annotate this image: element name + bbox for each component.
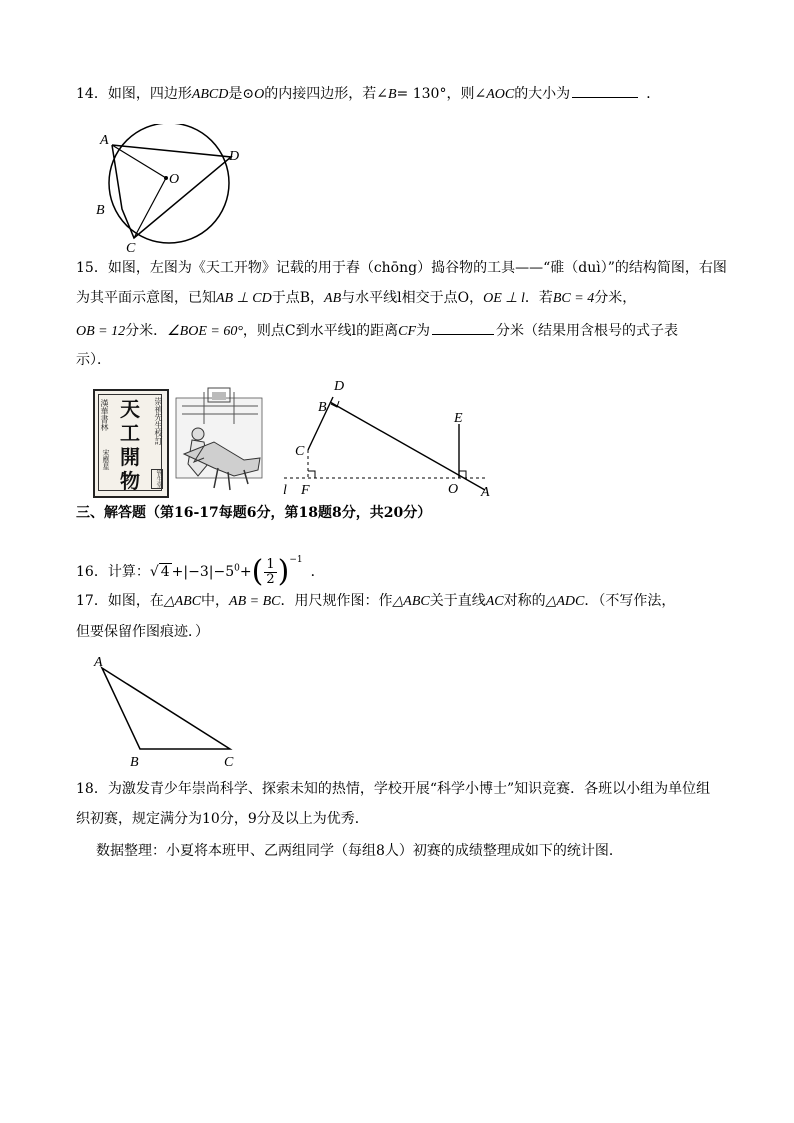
- q15-text-part: 分米．: [125, 323, 168, 339]
- q18-text-line3: 数据整理：小夏将本班甲、乙两组同学（每组8人）初赛的成绩整理成如下的统计图．: [96, 843, 623, 859]
- woodcut-illustration: [174, 384, 266, 500]
- q16-exp: −1: [289, 555, 303, 565]
- q18-text-line1: 18．为激发青少年崇尚科学、探索未知的热情，学校开展“科学小博士”知识竞赛．各班以小组为单位组: [76, 781, 711, 797]
- q15-text-part: 为其平面示意图，已知: [76, 290, 216, 306]
- q15-ob-eq: OB = 12: [76, 324, 126, 339]
- book-side-right: 崇禎先生校訂: [154, 397, 163, 445]
- q17-tri: △ABC: [163, 594, 202, 609]
- woodcut-svg: [174, 384, 266, 496]
- q14-circle-diagram: [90, 124, 260, 254]
- q15-text-part: ．若: [524, 290, 553, 306]
- q17-ab-eq-bc: AB = BC: [229, 594, 281, 609]
- label-c: C: [295, 444, 305, 459]
- q14-abcd: ABCD: [191, 87, 229, 102]
- q15-bc-eq: BC = 4: [552, 291, 595, 306]
- q17-text-line1: [76, 591, 675, 612]
- q14-text-part: 的内接四边形，若∠: [264, 86, 388, 102]
- q17-text-part: ．（不写作法，: [584, 593, 676, 609]
- q17-text-part: 对称的: [503, 593, 546, 609]
- q17-ac: AC: [485, 594, 504, 609]
- q15-ab: AB: [324, 291, 342, 306]
- q17-tri2: △ABC: [392, 594, 430, 609]
- q15-text-part: 分米，: [594, 290, 637, 306]
- q15-text-line3: [76, 320, 678, 342]
- q16-exp0: 0: [234, 563, 240, 574]
- q16-mid: +|−3|−5: [171, 564, 235, 580]
- section3-title: 三、解答题（第16-17每题6分，第18题8分，共20分）: [76, 505, 432, 521]
- q16-fraction: [264, 558, 276, 587]
- q16-sqrt-arg: 4: [160, 564, 170, 580]
- q14-o: O: [254, 87, 265, 102]
- q15-text-line4: 示）．: [76, 352, 111, 368]
- q14-text-part: 14．如图，四边形: [76, 86, 192, 102]
- q15-text-part: 与水平线l相交于点O，: [341, 290, 484, 306]
- triangle-abc: [102, 668, 230, 749]
- label-e: E: [454, 411, 463, 426]
- sqrt-symbol: √: [149, 564, 159, 580]
- q15-text-line2: [76, 288, 636, 309]
- label-a: A: [100, 133, 109, 148]
- q14-answer-blank[interactable]: [572, 83, 638, 98]
- q16-end: ．: [310, 564, 325, 580]
- q15-plane-diagram: [278, 374, 504, 504]
- q15-angle-eq: ∠BOE = 60°: [167, 324, 243, 339]
- q17-adc: △ADC: [545, 594, 585, 609]
- q15-answer-blank[interactable]: [432, 320, 494, 335]
- label-d: D: [229, 149, 240, 164]
- label-b: B: [96, 203, 105, 218]
- q15-text-part: 分米（结果用含根号的式子表: [496, 323, 679, 339]
- q16-plus: +: [239, 564, 252, 580]
- book-stamp: 管生堂: [151, 469, 163, 489]
- q16-text: [76, 540, 325, 589]
- q14-text: [76, 83, 660, 105]
- book-title: 天工開物: [120, 397, 140, 493]
- q17-text-part: 中，: [201, 593, 230, 609]
- right-paren: ): [277, 554, 290, 589]
- label-a: A: [481, 485, 490, 500]
- q14-text-part: 的大小为: [514, 86, 571, 102]
- label-b: B: [130, 755, 139, 770]
- right-angle-f: [308, 471, 315, 478]
- label-o: O: [169, 172, 180, 187]
- book-author: 宋應星: [102, 449, 110, 470]
- q15-ab-perp-cd: AB ⊥ CD: [216, 291, 272, 306]
- book-side-left: 漢華書林: [100, 399, 109, 431]
- q17-text-part: ．用尺规作图：作: [280, 593, 393, 609]
- q14-figure: [90, 124, 260, 258]
- q15-diagram-svg: [278, 374, 504, 500]
- q17-text-part: 17．如图，在: [76, 593, 164, 609]
- label-b: B: [318, 400, 327, 415]
- q17-triangle-svg: [88, 652, 248, 770]
- q16-label: 16．计算：: [76, 564, 150, 580]
- label-o: O: [448, 482, 459, 497]
- q14-aoc: AOC: [486, 87, 515, 102]
- label-l: l: [283, 483, 287, 498]
- q15-text-part: ，则点C到水平线l的距离: [242, 323, 399, 339]
- q14-text-part: 是⊙: [228, 86, 255, 102]
- q14-text-part: ，则∠: [446, 86, 487, 102]
- left-paren: (: [251, 554, 264, 589]
- q15-text-line1: 15．如图，左图为《天工开物》记载的用于舂（chōng）捣谷物的工具——“碓（duì）”的结构简图，右图: [76, 260, 727, 276]
- q17-text-part: 关于直线: [429, 593, 486, 609]
- q14-text-part: ．: [646, 86, 661, 102]
- q15-text-part: 为: [416, 323, 431, 339]
- label-c: C: [224, 755, 234, 770]
- q17-text-line2: 但要保留作图痕迹．）: [76, 624, 209, 640]
- segment-oc: [134, 178, 166, 238]
- label-d: D: [334, 379, 345, 394]
- q15-text-part: 于点B，: [271, 290, 325, 306]
- q18-text-line2: 织初赛，规定满分为10分，9分及以上为优秀．: [76, 811, 369, 827]
- label-a: A: [94, 655, 103, 670]
- q15-cf: CF: [398, 324, 417, 339]
- center-point: [164, 176, 168, 180]
- q14-eq130: = 130°: [396, 86, 447, 102]
- q15-oe-perp-l: OE ⊥ l: [483, 291, 525, 306]
- label-c: C: [126, 241, 136, 254]
- q16-numerator: 1: [266, 556, 275, 572]
- q14-b: B: [387, 87, 397, 102]
- q16-denominator: 2: [266, 571, 275, 587]
- book-cover-image: [93, 389, 169, 498]
- q17-figure: [88, 652, 248, 774]
- label-f: F: [301, 483, 310, 498]
